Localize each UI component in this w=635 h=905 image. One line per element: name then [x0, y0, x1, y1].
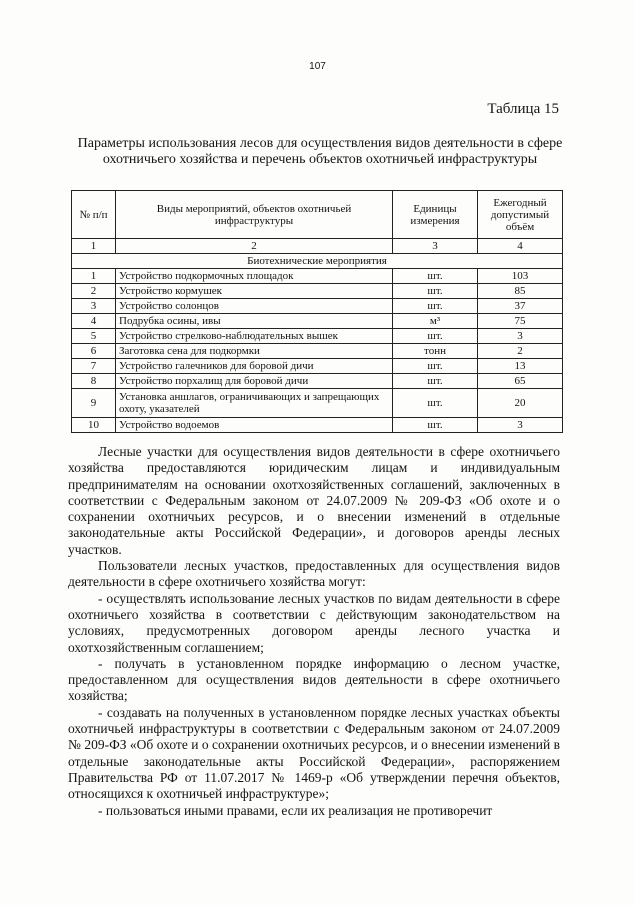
paragraph: Лесные участки для осуществления видов деятельности в сфере охотничьего хозяйства предоставляются юридическим лицам и индивидуальным предпринимателям на основании охотхозяйственных соглашений, заключенных в соответствии с Федеральным законом от 24.07.2009 № 209-ФЗ «Об охоте и о сохранении охотничьих ресурсов, и о внесении изменений в отдельные законодательные акты Российской Федерации», и договоров аренды лесных участков.: [68, 444, 560, 557]
column-number: 4: [478, 239, 563, 254]
row-activity: Устройство подкормочных площадок: [116, 269, 393, 284]
row-volume: 103: [478, 269, 563, 284]
row-volume: 3: [478, 329, 563, 344]
row-unit: шт.: [393, 374, 478, 389]
row-unit: шт.: [393, 269, 478, 284]
row-volume: 85: [478, 284, 563, 299]
row-unit: шт.: [393, 329, 478, 344]
row-number: 10: [72, 418, 116, 433]
column-number: 2: [116, 239, 393, 254]
row-activity: Устройство солонцов: [116, 299, 393, 314]
row-volume: 75: [478, 314, 563, 329]
parameters-table: [71, 190, 563, 433]
row-number: 9: [72, 389, 116, 418]
row-number: 6: [72, 344, 116, 359]
body-text: [68, 444, 560, 819]
page-number: 107: [309, 61, 326, 72]
table-row: [72, 329, 563, 344]
row-number: 7: [72, 359, 116, 374]
section-title: Биотехнические мероприятия: [72, 254, 563, 269]
paragraph: - пользоваться иными правами, если их реализация не противоречит: [98, 802, 493, 818]
row-number: 8: [72, 374, 116, 389]
header-volume: Ежегодный допустимый объём: [478, 191, 563, 239]
paragraph: Пользователи лесных участков, предоставленных для осуществления видов деятельности в сфере охотничьего хозяйства могут:: [68, 558, 560, 590]
row-unit: м³: [393, 314, 478, 329]
row-volume: 37: [478, 299, 563, 314]
header-unit: Единицы измерения: [393, 191, 478, 239]
row-number: 1: [72, 269, 116, 284]
section-row: [72, 254, 563, 269]
table-row: [72, 389, 563, 418]
column-number: 1: [72, 239, 116, 254]
column-number: 3: [393, 239, 478, 254]
row-unit: тонн: [393, 344, 478, 359]
row-unit: шт.: [393, 299, 478, 314]
row-unit: шт.: [393, 284, 478, 299]
row-activity: Устройство галечников для боровой дичи: [116, 359, 393, 374]
paragraph: - получать в установленном порядке информацию о лесном участке, предоставленном для осуществления видов деятельности в сфере охотничьего хозяйства;: [68, 655, 560, 704]
row-activity: Подрубка осины, ивы: [116, 314, 393, 329]
row-activity: Устройство водоемов: [116, 418, 393, 433]
row-volume: 13: [478, 359, 563, 374]
paragraph: - создавать на полученных в установленном порядке лесных участках объекты охотничьей инфраструктуры в соответствии с Федеральным законом от 24.07.2009 № 209-ФЗ «Об охоте и о сохранении охотничьих ресурсов, и о внесении изменений в отдельные законодательные акты Российской Федерации», распоряжением Правительства РФ от 11.07.2017 № 1469-р «Об утверждении перечня объектов, относящихся к охотничьей инфраструктуре»;: [68, 704, 560, 802]
row-volume: 3: [478, 418, 563, 433]
header-activity: Виды мероприятий, объектов охотничьей инфраструктуры: [116, 191, 393, 239]
paragraph: - осуществлять использование лесных участков по видам деятельности в сфере охотничьего хозяйства в соответствии с действующим законодательством на условиях, предусмотренных договором аренды лесного участка и охотхозяйственным соглашением;: [68, 590, 560, 655]
table-label: Таблица 15: [487, 101, 559, 117]
header-number: № п/п: [72, 191, 116, 239]
table-row: [72, 374, 563, 389]
row-volume: 65: [478, 374, 563, 389]
row-volume: 20: [478, 389, 563, 418]
row-unit: шт.: [393, 418, 478, 433]
table-row: [72, 314, 563, 329]
table-column-numbers-row: [72, 239, 563, 254]
row-activity: Установка аншлагов, ограничивающих и запрещающих охоту, указателей: [116, 389, 393, 418]
row-unit: шт.: [393, 389, 478, 418]
table-row: [72, 269, 563, 284]
row-number: 2: [72, 284, 116, 299]
row-number: 3: [72, 299, 116, 314]
table-row: [72, 359, 563, 374]
table-row: [72, 344, 563, 359]
table-header-row: [72, 191, 563, 239]
row-number: 5: [72, 329, 116, 344]
row-unit: шт.: [393, 359, 478, 374]
row-activity: Заготовка сена для подкормки: [116, 344, 393, 359]
row-volume: 2: [478, 344, 563, 359]
row-activity: Устройство кормушек: [116, 284, 393, 299]
table-row: [72, 284, 563, 299]
row-number: 4: [72, 314, 116, 329]
table-row: [72, 418, 563, 433]
row-activity: Устройство стрелково-наблюдательных вышек: [116, 329, 393, 344]
table-row: [72, 299, 563, 314]
table-title: Параметры использования лесов для осуществления видов деятельности в сфере охотничьего хозяйства и перечень объектов охотничьей инфраструктуры: [77, 136, 563, 167]
row-activity: Устройство порхалищ для боровой дичи: [116, 374, 393, 389]
